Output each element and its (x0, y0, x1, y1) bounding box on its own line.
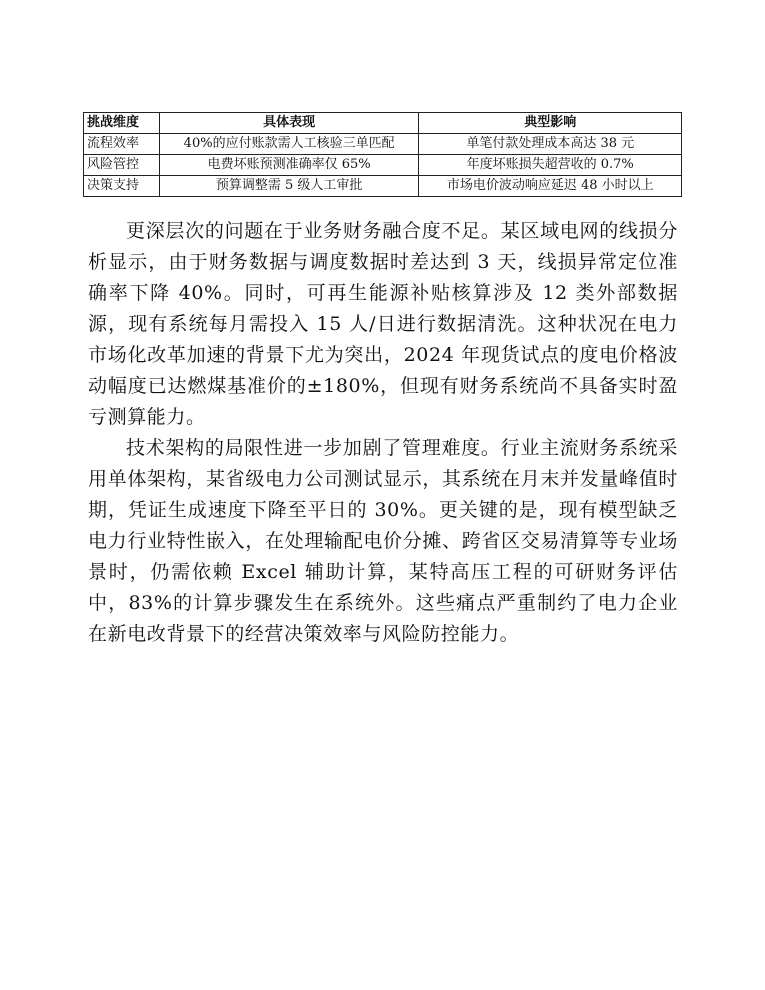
header-typical-impact: 典型影响 (419, 113, 682, 134)
paragraph-technical-architecture: 技术架构的局限性进一步加剧了管理难度。行业主流财务系统采用单体架构，某省级电力公司测试显示，其系统在月末并发量峰值时期，凭证生成速度下降至平日的 30%。更关键的是，现有模型缺乏电力行业特性嵌入，在处理输配电价分摊、跨省区交易清算等专业场景时，仍需依赖 Excel 辅助计算，某特高压工程的可研财务评估中，83%的计算步骤发生在系统外。这些痛点严重制约了电力企业在新电改背景下的经营决策效率与风险防控能力。 (88, 437, 678, 645)
header-challenge-dimension: 挑战维度 (84, 113, 160, 134)
table-cell: 市场电价波动响应延迟 48 小时以上 (419, 176, 682, 197)
body-text (88, 216, 678, 650)
table-cell: 预算调整需 5 级人工审批 (159, 176, 419, 197)
table-row (84, 155, 682, 176)
table-cell: 风险管控 (84, 155, 160, 176)
header-specific-manifestation: 具体表现 (159, 113, 419, 134)
table-cell: 40%的应付账款需人工核验三单匹配 (159, 134, 419, 155)
table-cell: 年度坏账损失超营收的 0.7% (419, 155, 682, 176)
table-row (84, 176, 682, 197)
table-header-row (84, 113, 682, 134)
table-cell: 流程效率 (84, 134, 160, 155)
challenge-table (83, 112, 682, 197)
table-row (84, 134, 682, 155)
table-cell: 决策支持 (84, 176, 160, 197)
table-cell: 电费坏账预测准确率仅 65% (159, 155, 419, 176)
paragraph-business-finance-integration: 更深层次的问题在于业务财务融合度不足。某区域电网的线损分析显示，由于财务数据与调度数据时差达到 3 天，线损异常定位准确率下降 40%。同时，可再生能源补贴核算涉及 12 类外部数据源，现有系统每月需投入 15 人/日进行数据清洗。这种状况在电力市场化改革加速的背景下尤为突出，2024 年现货试点的度电价格波动幅度已达燃煤基准价的±180%，但现有财务系统尚不具备实时盈亏测算能力。 (88, 220, 678, 428)
table-cell: 单笔付款处理成本高达 38 元 (419, 134, 682, 155)
